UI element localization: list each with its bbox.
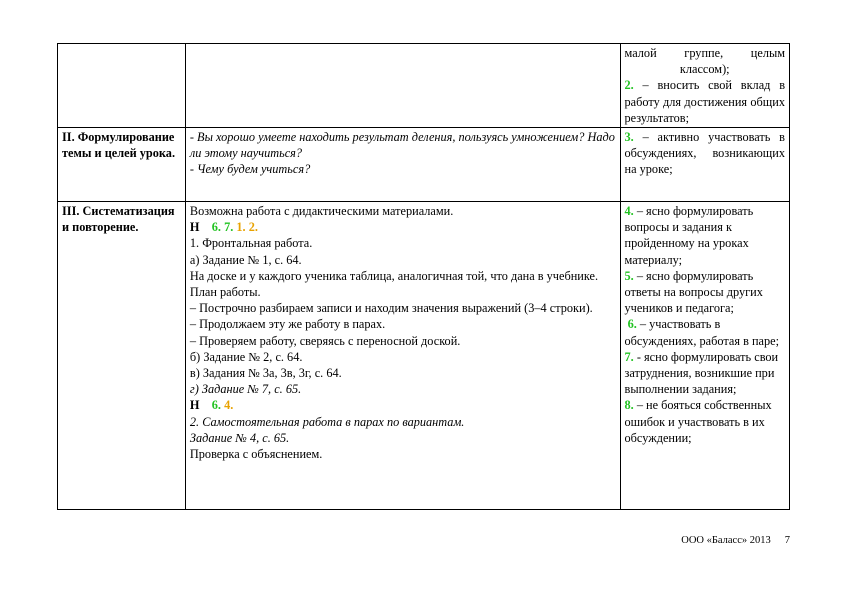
- uud-number: 2.: [624, 78, 634, 93]
- mark: 7.: [224, 220, 234, 235]
- uud-text: – ясно формулировать ответы на вопросы других учеников и педагога;: [624, 268, 763, 316]
- uud-cell: [620, 202, 789, 510]
- mark: 1.: [236, 220, 246, 235]
- uud-number: 3.: [624, 130, 634, 145]
- uud-item: [625, 349, 785, 398]
- content-cell-empty: [185, 44, 620, 128]
- table-row-continuation: [58, 44, 790, 128]
- uud-text: – участвовать в обсуждениях, работая в паре;: [624, 317, 780, 348]
- table-row-stage-2: [58, 128, 790, 202]
- uud-cell: [620, 128, 789, 202]
- competency-marks: [190, 219, 616, 235]
- competency-marks: [190, 397, 616, 413]
- uud-item: [625, 397, 785, 446]
- content-cell: [185, 202, 620, 510]
- uud-number: 4.: [624, 204, 634, 219]
- uud-text: классом);: [679, 62, 730, 77]
- text-line: в) Задания № 3а, 3в, 3г, с. 64.: [189, 366, 342, 381]
- uud-text: – вносить свой вклад в работу для достижения общих результатов;: [624, 78, 785, 125]
- text-line: Возможна работа с дидактическими материалами.: [189, 204, 454, 219]
- page-number: 7: [784, 535, 790, 546]
- text-line: – Продолжаем эту же работу в парах.: [189, 317, 386, 332]
- uud-text: – не бояться собственных ошибок и участвовать в их обсуждении;: [624, 398, 772, 445]
- text-line: 2. Самостоятельная работа в парах по вариантам.: [189, 414, 465, 429]
- mark: 6.: [211, 220, 221, 235]
- uud-item: [625, 316, 785, 348]
- text-line: – Проверяем работу, сверяясь с переносной доской.: [189, 333, 461, 348]
- stage-title: II. Формулирование темы и целей урока.: [62, 130, 176, 161]
- text-line: – Построчно разбираем записи и находим значения выражений (3–4 строки).: [189, 301, 593, 316]
- teacher-question: - Вы хорошо умеете находить результат деления, пользуясь умножением? Надо ли этому научиться?: [189, 130, 615, 161]
- lesson-plan-table: [57, 43, 790, 510]
- text-line: а) Задание № 1, с. 64.: [189, 252, 302, 267]
- uud-number: 6.: [627, 317, 637, 332]
- content-cell: [185, 128, 620, 202]
- mark: 4.: [224, 398, 234, 413]
- text-line: 1. Фронтальная работа.: [189, 236, 313, 251]
- text-line: На доске и у каждого ученика таблица, аналогичная той, что дана в учебнике.: [189, 268, 599, 283]
- marks-letter: Н: [189, 220, 200, 235]
- text-line: Задание № 4, с. 65.: [189, 430, 290, 445]
- stage-cell-empty: [58, 44, 186, 128]
- mark: 6.: [211, 398, 221, 413]
- text-line: б) Задание № 2, с. 64.: [189, 349, 303, 364]
- stage-cell: [58, 202, 186, 510]
- stage-title: III. Систематизация и повторение.: [62, 204, 175, 235]
- uud-text: – ясно формулировать вопросы и задания к пройденному на уроках материалу;: [624, 204, 754, 267]
- text-line: г) Задание № 7, с. 65.: [189, 382, 302, 397]
- uud-text: – активно участвовать в обсуждениях, возникающих на уроке;: [624, 130, 785, 177]
- uud-item: [625, 268, 785, 317]
- uud-number: 7.: [624, 349, 634, 364]
- teacher-question: - Чему будем учиться?: [189, 162, 311, 177]
- page-footer: [640, 535, 790, 546]
- uud-text: - ясно формулировать свои затруднения, возникшие при выполнении задания;: [624, 349, 779, 397]
- text-line: Проверка с объяснением.: [189, 447, 323, 462]
- uud-item: [625, 129, 785, 178]
- marks-letter: Н: [189, 398, 200, 413]
- footer-company: ООО «Баласс» 2013: [681, 535, 771, 546]
- uud-text: малой группе, целым: [624, 46, 785, 60]
- uud-number: 5.: [624, 268, 634, 283]
- uud-cell: [620, 44, 789, 128]
- uud-item: [625, 77, 785, 126]
- table-row-stage-3: [58, 202, 790, 510]
- uud-item: [625, 203, 785, 268]
- text-line: План работы.: [189, 285, 261, 300]
- stage-cell: [58, 128, 186, 202]
- mark: 2.: [248, 220, 258, 235]
- uud-number: 8.: [624, 398, 634, 413]
